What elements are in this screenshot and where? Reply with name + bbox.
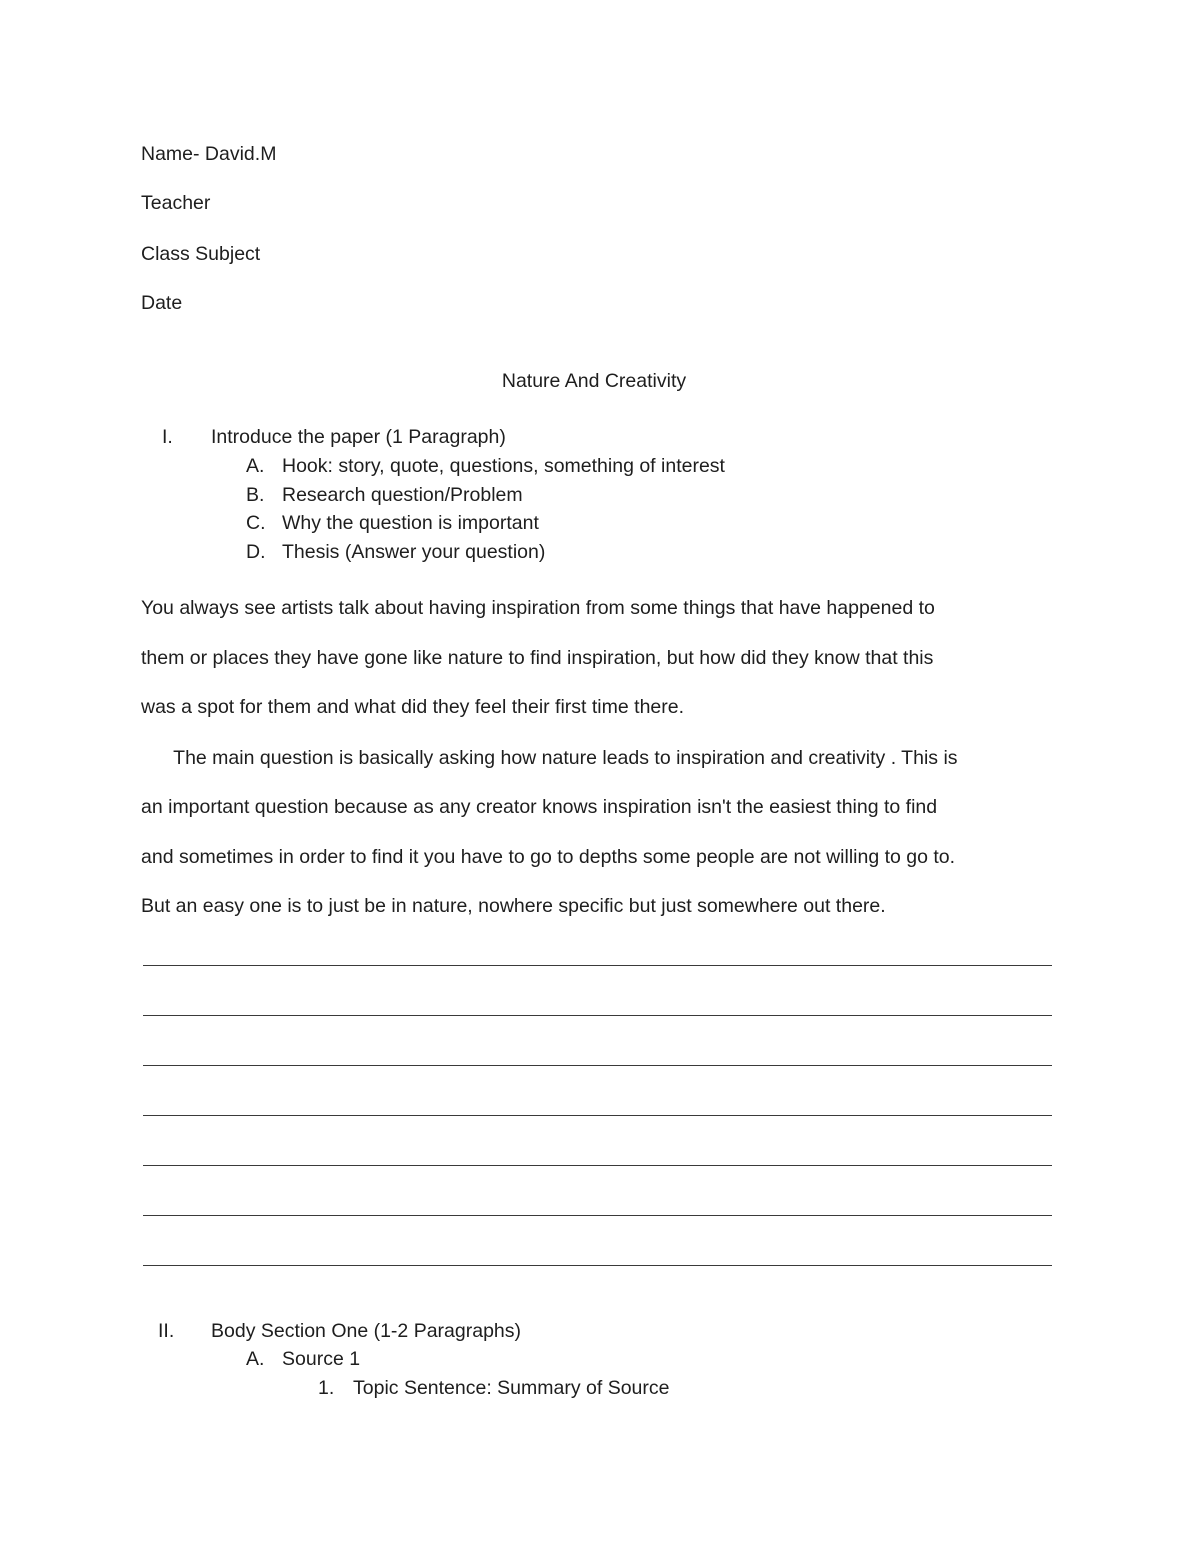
- class-subject-label: Class Subject: [141, 243, 261, 265]
- paragraph-line: and sometimes in order to find it you have to go to depths some people are not willing to go to.: [141, 846, 956, 868]
- section-one-numeral: I.: [162, 426, 173, 448]
- paragraph-line: You always see artists talk about having inspiration from some things that have happened to: [141, 597, 935, 619]
- outline-submarker: 1.: [318, 1377, 335, 1399]
- outline-subitem: Topic Sentence: Summary of Source: [353, 1377, 670, 1399]
- outline-item: Thesis (Answer your question): [282, 541, 546, 563]
- document-title: Nature And Creativity: [501, 370, 687, 392]
- paragraph-line: them or places they have gone like nature to find inspiration, but how did they know that this: [141, 647, 934, 669]
- outline-item: Hook: story, quote, questions, something of interest: [282, 455, 725, 477]
- section-two-heading: Body Section One (1-2 Paragraphs): [211, 1320, 522, 1342]
- section-one-heading: Introduce the paper (1 Paragraph): [211, 426, 506, 448]
- outline-marker: D.: [246, 541, 266, 563]
- student-name: Name- David.M: [141, 143, 277, 165]
- date-label: Date: [141, 292, 183, 314]
- paragraph-line: The main question is basically asking how nature leads to inspiration and creativity . This is: [141, 747, 958, 769]
- outline-marker: A.: [246, 455, 265, 477]
- blank-writing-line: [143, 1065, 1052, 1066]
- outline-item: Research question/Problem: [282, 484, 523, 506]
- paragraph-line: was a spot for them and what did they feel their first time there.: [141, 696, 685, 718]
- blank-writing-line: [143, 1165, 1052, 1166]
- blank-writing-line: [143, 1265, 1052, 1266]
- blank-writing-line: [143, 1015, 1052, 1016]
- outline-item: Why the question is important: [282, 512, 539, 534]
- blank-writing-line: [143, 1215, 1052, 1216]
- outline-item: Source 1: [282, 1348, 361, 1370]
- blank-writing-line: [143, 1115, 1052, 1116]
- outline-marker: C.: [246, 512, 266, 534]
- blank-writing-line: [143, 965, 1052, 966]
- section-two-numeral: II.: [158, 1320, 175, 1342]
- paragraph-line: an important question because as any creator knows inspiration isn't the easiest thing to find: [141, 796, 938, 818]
- paragraph-line: But an easy one is to just be in nature, nowhere specific but just somewhere out there.: [141, 895, 886, 917]
- teacher-label: Teacher: [141, 192, 211, 214]
- outline-marker: B.: [246, 484, 265, 506]
- outline-marker: A.: [246, 1348, 265, 1370]
